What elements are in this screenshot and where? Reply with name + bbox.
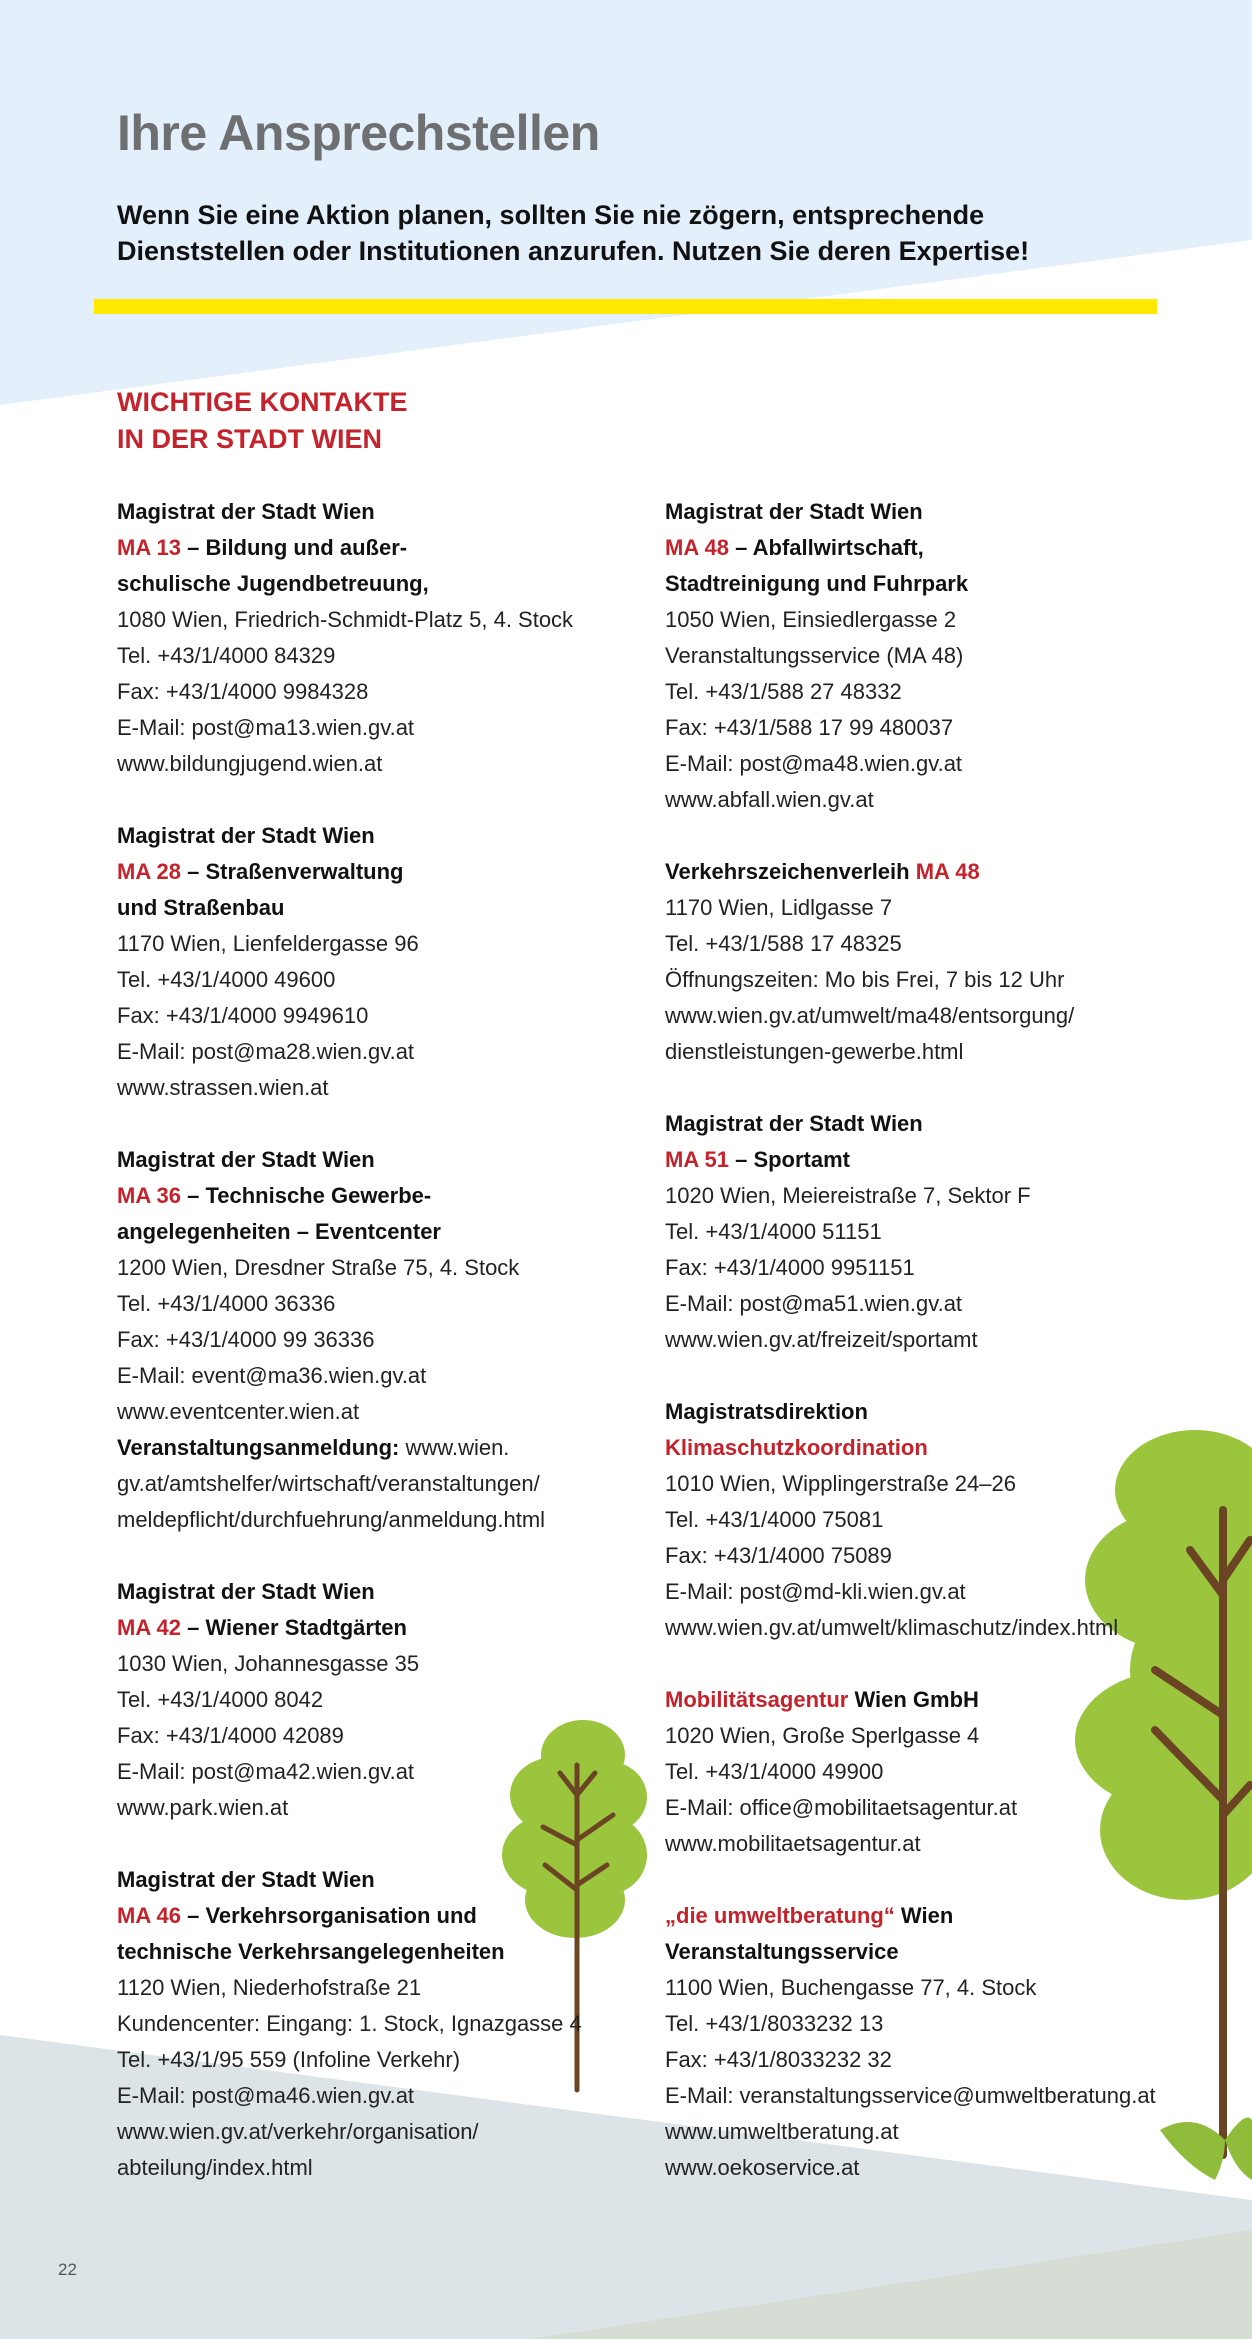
- contact-ma48: [665, 494, 1185, 818]
- org-name: Wien GmbH: [848, 1687, 979, 1712]
- dept-name: – Verkehrsorganisation und: [180, 1903, 477, 1928]
- contact-tel: Tel. +43/1/4000 84329: [117, 643, 336, 668]
- contact-dept: Klimaschutzkoordination: [665, 1435, 928, 1460]
- registration-url[interactable]: www.wien.: [399, 1435, 510, 1460]
- section-heading-line: IN DER STADT WIEN: [117, 424, 382, 454]
- dept-name: – Technische Gewerbe-: [180, 1183, 432, 1208]
- dept-name: – Bildung und außer-: [180, 535, 408, 560]
- dept-name: – Sportamt: [728, 1147, 851, 1172]
- org-name-highlight: „die umweltberatung“: [665, 1903, 895, 1928]
- contact-umweltberatung: [665, 1898, 1185, 2186]
- contact-web[interactable]: www.eventcenter.wien.at: [117, 1399, 360, 1424]
- contact-fax: Fax: +43/1/4000 9951151: [665, 1255, 915, 1280]
- section-heading: [117, 384, 617, 458]
- contact-org: Magistrat der Stadt Wien: [117, 823, 375, 848]
- contact-address: 1010 Wien, Wipplingerstraße 24–26: [665, 1471, 1016, 1496]
- contact-service: Veranstaltungsservice (MA 48): [665, 643, 964, 668]
- contact-web[interactable]: www.strassen.wien.at: [117, 1075, 329, 1100]
- contact-dept-cont: angelegenheiten – Eventcenter: [117, 1219, 441, 1244]
- contact-web[interactable]: www.umweltberatung.at: [665, 2119, 899, 2144]
- contact-org: Magistrat der Stadt Wien: [117, 1147, 375, 1172]
- contact-fax: Fax: +43/1/588 17 99 480037: [665, 715, 954, 740]
- dept-code: MA 28: [117, 859, 181, 884]
- contact-ma46: [117, 1862, 597, 2186]
- registration-label: Veranstaltungsanmeldung:: [117, 1435, 400, 1460]
- contact-dept-cont: schulische Jugendbetreuung,: [117, 571, 429, 596]
- contact-org: Magistrat der Stadt Wien: [665, 499, 923, 524]
- org-name: Wien: [894, 1903, 954, 1928]
- contact-dept: [117, 854, 597, 890]
- contact-dept: [665, 530, 1185, 566]
- contact-address: 1170 Wien, Lidlgasse 7: [665, 895, 893, 920]
- contact-dept: [665, 1142, 1185, 1178]
- contact-address: 1100 Wien, Buchengasse 77, 4. Stock: [665, 1975, 1037, 2000]
- contact-email[interactable]: E-Mail: veranstaltungsservice@umweltberatung.at: [665, 2083, 1156, 2108]
- dept-name: – Abfallwirtschaft,: [728, 535, 924, 560]
- contact-dept: Veranstaltungsservice: [665, 1939, 899, 1964]
- contact-tel: Tel. +43/1/4000 51151: [665, 1219, 882, 1244]
- contact-email[interactable]: E-Mail: post@ma28.wien.gv.at: [117, 1039, 415, 1064]
- contact-org: Magistrat der Stadt Wien: [665, 1111, 923, 1136]
- contact-fax: Fax: +43/1/8033232 32: [665, 2047, 892, 2072]
- contact-hours: Öffnungszeiten: Mo bis Frei, 7 bis 12 Uhr: [665, 967, 1065, 992]
- contact-tel: Tel. +43/1/588 27 48332: [665, 679, 902, 704]
- contact-tel: Tel. +43/1/4000 8042: [117, 1687, 324, 1712]
- contact-web[interactable]: www.oekoservice.at: [665, 2155, 860, 2180]
- contact-address: 1120 Wien, Niederhofstraße 21: [117, 1975, 422, 2000]
- contact-web[interactable]: www.wien.gv.at/freizeit/sportamt: [665, 1327, 978, 1352]
- contact-dept: [117, 1610, 597, 1646]
- contact-tel: Tel. +43/1/4000 49600: [117, 967, 336, 992]
- page-title: Ihre Ansprechstellen: [117, 105, 600, 161]
- contact-email[interactable]: E-Mail: post@ma13.wien.gv.at: [117, 715, 415, 740]
- contacts-left-column: [117, 494, 597, 2222]
- dept-code: MA 48: [665, 535, 729, 560]
- contact-dept-cont: Stadtreinigung und Fuhrpark: [665, 571, 969, 596]
- contact-ma28: [117, 818, 597, 1106]
- contact-email[interactable]: E-Mail: post@ma51.wien.gv.at: [665, 1291, 963, 1316]
- contact-email[interactable]: E-Mail: event@ma36.wien.gv.at: [117, 1363, 427, 1388]
- contact-dept-cont: und Straßenbau: [117, 895, 285, 920]
- contact-tel: Tel. +43/1/4000 49900: [665, 1759, 884, 1784]
- contact-email[interactable]: E-Mail: office@mobilitaetsagentur.at: [665, 1795, 1018, 1820]
- contact-web[interactable]: www.mobilitaetsagentur.at: [665, 1831, 921, 1856]
- org-name: Verkehrszeichenverleih: [665, 859, 916, 884]
- contact-tel: Tel. +43/1/4000 36336: [117, 1291, 336, 1316]
- contact-address: 1020 Wien, Meiereistraße 7, Sektor F: [665, 1183, 1031, 1208]
- contact-address: 1020 Wien, Große Sperlgasse 4: [665, 1723, 980, 1748]
- contact-web[interactable]: www.abfall.wien.gv.at: [665, 787, 874, 812]
- contact-tel: Tel. +43/1/4000 75081: [665, 1507, 884, 1532]
- intro-text: [117, 197, 1117, 269]
- contact-fax: Fax: +43/1/4000 75089: [665, 1543, 892, 1568]
- contact-fax: Fax: +43/1/4000 9949610: [117, 1003, 369, 1028]
- contact-fax: Fax: +43/1/4000 99 36336: [117, 1327, 375, 1352]
- registration-url-cont[interactable]: gv.at/amtshelfer/wirtschaft/veranstaltungen/: [117, 1471, 540, 1496]
- contact-ma51: [665, 1106, 1185, 1358]
- dept-code: MA 36: [117, 1183, 181, 1208]
- contact-address: 1080 Wien, Friedrich-Schmidt-Platz 5, 4. Stock: [117, 607, 574, 632]
- contact-dept-cont: technische Verkehrsangelegenheiten: [117, 1939, 505, 1964]
- contact-email[interactable]: E-Mail: post@md-kli.wien.gv.at: [665, 1579, 966, 1604]
- dept-code: MA 46: [117, 1903, 181, 1928]
- yellow-divider: [94, 299, 1157, 314]
- contact-email[interactable]: E-Mail: post@ma48.wien.gv.at: [665, 751, 963, 776]
- contact-ma13: [117, 494, 597, 782]
- intro-line: Wenn Sie eine Aktion planen, sollten Sie nie zögern, entsprechende: [117, 200, 985, 230]
- org-name-highlight: Mobilitätsagentur: [665, 1687, 849, 1712]
- contact-address: 1200 Wien, Dresdner Straße 75, 4. Stock: [117, 1255, 520, 1280]
- contact-mobility: [665, 1682, 1185, 1862]
- contact-org: Magistrat der Stadt Wien: [117, 499, 375, 524]
- contact-address: 1170 Wien, Lienfeldergasse 96: [117, 931, 419, 956]
- registration-line: [117, 1430, 597, 1466]
- contact-dept: [117, 1178, 597, 1214]
- contact-center: Kundencenter: Eingang: 1. Stock, Ignazgasse 4: [117, 2011, 582, 2036]
- contact-web[interactable]: www.park.wien.at: [117, 1795, 289, 1820]
- contact-email[interactable]: E-Mail: post@ma42.wien.gv.at: [117, 1759, 415, 1784]
- contact-fax: Fax: +43/1/4000 9984328: [117, 679, 369, 704]
- contact-address: 1030 Wien, Johannesgasse 35: [117, 1651, 420, 1676]
- contact-web[interactable]: www.wien.gv.at/umwelt/ma48/entsorgung/: [665, 1003, 1075, 1028]
- contact-sign-rental: [665, 854, 1185, 1070]
- contact-web[interactable]: www.wien.gv.at/umwelt/klimaschutz/index.html: [665, 1615, 1119, 1640]
- contact-web[interactable]: www.bildungjugend.wien.at: [117, 751, 383, 776]
- dept-code: MA 13: [117, 535, 181, 560]
- registration-url-cont[interactable]: meldepflicht/durchfuehrung/anmeldung.html: [117, 1507, 546, 1532]
- contact-web[interactable]: www.wien.gv.at/verkehr/organisation/: [117, 2119, 479, 2144]
- contact-email[interactable]: E-Mail: post@ma46.wien.gv.at: [117, 2083, 415, 2108]
- contact-climate: [665, 1394, 1185, 1646]
- dept-code: MA 48: [915, 859, 980, 884]
- dept-name: – Straßenverwaltung: [180, 859, 404, 884]
- contact-web-cont[interactable]: abteilung/index.html: [117, 2155, 313, 2180]
- contact-fax: Fax: +43/1/4000 42089: [117, 1723, 344, 1748]
- contact-ma42: [117, 1574, 597, 1826]
- contact-ma36: [117, 1142, 597, 1538]
- dept-code: MA 42: [117, 1615, 181, 1640]
- contact-tel: Tel. +43/1/8033232 13: [665, 2011, 884, 2036]
- contact-address: 1050 Wien, Einsiedlergasse 2: [665, 607, 957, 632]
- contacts-right-column: [665, 494, 1185, 2222]
- contact-org: Magistratsdirektion: [665, 1399, 868, 1424]
- page-number: 22: [58, 2260, 77, 2279]
- contact-tel: Tel. +43/1/95 559 (Infoline Verkehr): [117, 2047, 461, 2072]
- contact-dept: [117, 1898, 597, 1934]
- contact-org: [665, 854, 1185, 890]
- contact-org: Magistrat der Stadt Wien: [117, 1867, 375, 1892]
- section-heading-line: WICHTIGE KONTAKTE: [117, 387, 408, 417]
- contact-dept: [117, 530, 597, 566]
- contact-org: [665, 1682, 1185, 1718]
- intro-line: Dienststellen oder Institutionen anzurufen. Nutzen Sie deren Expertise!: [117, 236, 1030, 266]
- contact-org: Magistrat der Stadt Wien: [117, 1579, 375, 1604]
- dept-name: – Wiener Stadtgärten: [180, 1615, 407, 1640]
- dept-code: MA 51: [665, 1147, 729, 1172]
- contact-tel: Tel. +43/1/588 17 48325: [665, 931, 902, 956]
- contact-org: [665, 1898, 1185, 1934]
- contact-web-cont[interactable]: dienstleistungen-gewerbe.html: [665, 1039, 964, 1064]
